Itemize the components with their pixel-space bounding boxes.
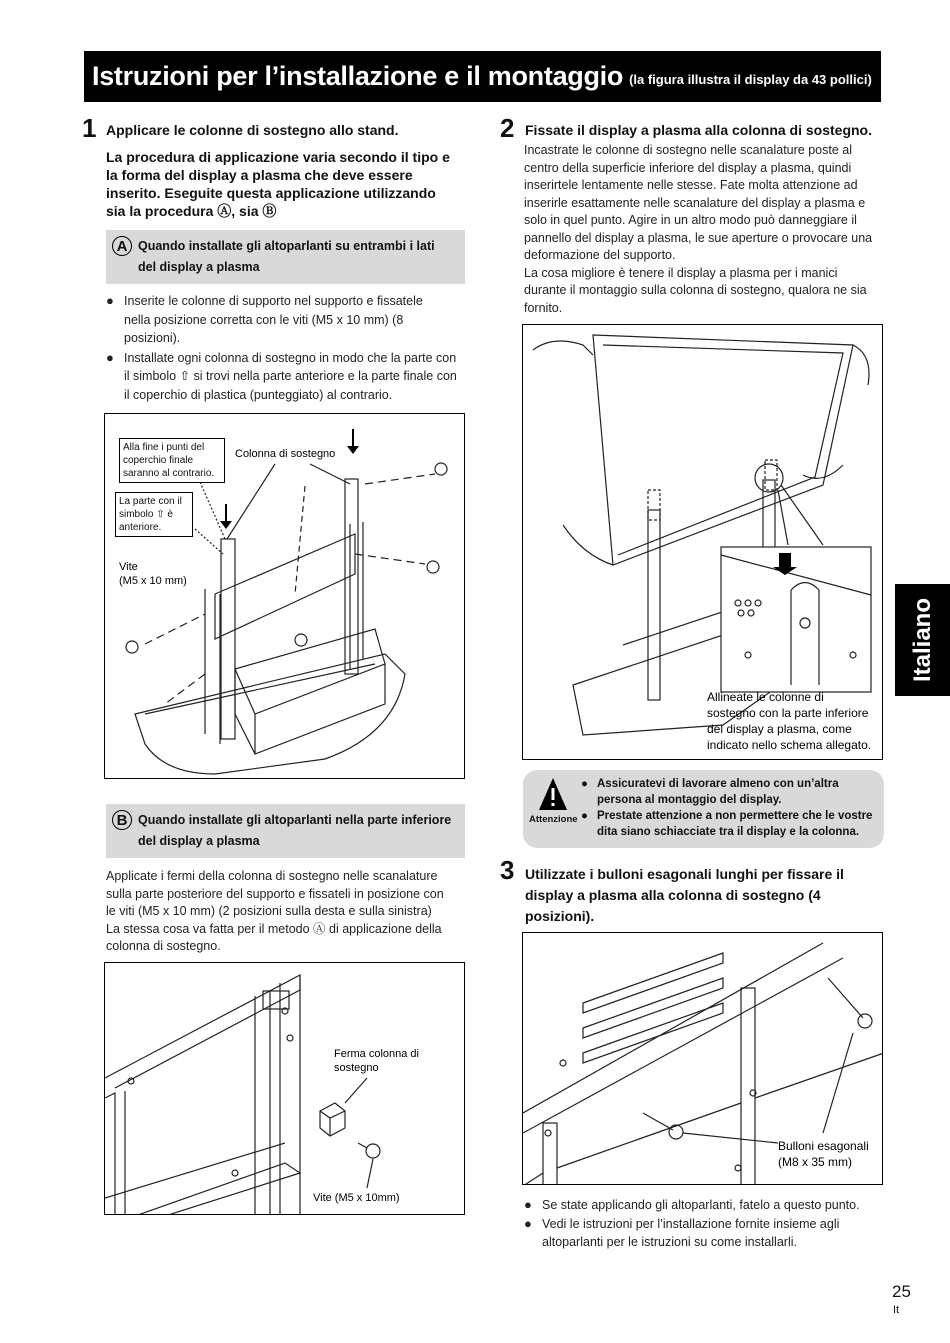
callout-line: Alla fine i punti del [123, 442, 205, 453]
para-line: La stessa cosa va fatta per il metodo Ⓐ di applicazione della [106, 921, 442, 936]
label-screw [119, 560, 187, 588]
caution-line: Prestate attenzione a non permettere che le vostre [597, 810, 873, 822]
para-line: fornito. [524, 300, 563, 315]
label-line: Bulloni esagonali [778, 1139, 869, 1153]
callout-line: La parte con il [119, 496, 182, 507]
section-a-header [106, 230, 465, 284]
step-1-title: Applicare le colonne di sostegno allo stand. [106, 122, 399, 138]
list-item: ● Inserite le colonne di supporto nel supporto e fissatele nella posizione corretta con le viti (M5 x 10 mm) (8 posizioni). [106, 292, 471, 348]
para-line: centro della superficie inferiore del display a plasma, quindi [524, 160, 852, 175]
bullet-line: Installate ogni colonna di sostegno in modo che la parte con [124, 350, 457, 365]
title-line: posizioni). [525, 908, 595, 924]
para-line: inserirle esattamente nelle scanalature del display a plasma e [524, 195, 866, 210]
label-line: Ferma colonna di [334, 1048, 419, 1060]
para-line: sulla parte posteriore del supporto e fissateli in posizione con [106, 886, 444, 901]
callout-line: saranno al contrario. [123, 468, 215, 479]
bullet-line: posizioni). [124, 331, 181, 345]
para-line: La cosa migliore è tenere il display a plasma per i manici [524, 265, 838, 280]
step-3-bullets [524, 1196, 889, 1252]
callout-line: anteriore. [119, 522, 162, 533]
bullet-line: Se state applicando gli altoparlanti, fatelo a questo punto. [542, 1198, 860, 1212]
label-hex-bolts [778, 1138, 869, 1170]
step-1-intro [106, 148, 476, 220]
bullet-line: Inserite le colonne di supporto nel supporto e fissatele [124, 294, 423, 308]
step-2-number: 2 [500, 113, 515, 143]
caption-line: Allineate le colonne di [707, 690, 824, 704]
para-line: Incastrate le colonne di sostegno nelle scanalature poste al [524, 143, 852, 157]
language-side-tab [895, 584, 950, 696]
intro-line: la forma del display a plasma che deve essere [106, 167, 413, 183]
label-column-stopper [334, 1047, 419, 1075]
intro-line: sia la procedura Ⓐ, sia Ⓑ [106, 203, 277, 219]
caution-line: persona al montaggio del display. [597, 794, 782, 806]
label-line: (M5 x 10 mm) [119, 575, 187, 587]
callout-front-symbol [115, 492, 193, 537]
label-line: Vite [119, 561, 138, 573]
section-a-badge: A [112, 236, 132, 256]
intro-line: inserito. Eseguite questa applicazione utilizzando [106, 185, 436, 201]
figure-hex-bolts [522, 932, 883, 1185]
callout-end-cover [119, 438, 225, 483]
step-2-title: Fissate il display a plasma alla colonna di sostegno. [525, 122, 872, 138]
step-3-title [525, 864, 885, 927]
bullet-line: Vedi le istruzioni per l’installazione fornite insieme agli [542, 1216, 840, 1231]
caution-label: Attenzione [529, 814, 578, 825]
para-line: le viti (M5 x 10 mm) (2 posizioni sulla desta e sulla sinistra) [106, 904, 432, 918]
bullet-line: il coperchio di plastica (punteggiato) al contrario. [124, 387, 393, 402]
para-line: pannello del display a plasma, le sue aperture o provocare una [524, 230, 873, 245]
list-item: ● Installate ogni colonna di sostegno in modo che la parte con il simbolo ⇧ si trovi nella parte anteriore e la parte finale con il coperchio di plastica (punteggiato) al contrario. [106, 349, 471, 405]
para-line: durante il montaggio sulla colonna di sostegno, qualora ne sia [524, 283, 867, 297]
para-line: inserirtele lentamente nelle stesse. Fate molta attenzione ad [524, 178, 858, 192]
caption-line: del display a plasma, come [707, 722, 852, 736]
callout-line: simbolo ⇧ è [119, 509, 173, 520]
language-label: Italiano [908, 597, 936, 683]
bullet-line: nella posizione corretta con le viti (M5 x 10 mm) (8 [124, 312, 404, 327]
intro-line: La procedura di applicazione varia secondo il tipo e [106, 149, 450, 165]
callout-line: coperchio finale [123, 455, 194, 466]
step-2-text [524, 142, 889, 317]
page-title: Istruzioni per l’installazione e il montaggio [92, 61, 624, 91]
bullet-line: il simbolo ⇧ si trovi nella parte anteriore e la parte finale con [124, 369, 457, 383]
caution-box [523, 770, 884, 848]
section-b-header [106, 804, 465, 858]
section-b-text [106, 868, 471, 956]
page-language-code: It [893, 1304, 900, 1316]
figure-stand-columns [104, 413, 465, 779]
bullet-line: altoparlanti per le istruzioni su come installarli. [542, 1235, 797, 1249]
title-line: Utilizzate i bulloni esagonali lunghi per fissare il [525, 866, 844, 882]
list-item: ● Vedi le istruzioni per l’installazione fornite insieme agli altoparlanti per le istruzioni su come installarli. [524, 1215, 889, 1252]
section-b-title-line: Quando installate gli altoparlanti nella parte inferiore [138, 813, 452, 827]
list-item: ● Se state applicando gli altoparlanti, fatelo a questo punto. [524, 1196, 889, 1215]
page-number: 25 [892, 1282, 911, 1301]
section-a-title-line: del display a plasma [138, 260, 260, 274]
list-item: ● Prestate attenzione a non permettere che le vostre dita siano schiacciate tra il display e la colonna. [581, 810, 873, 838]
page-header [84, 51, 881, 102]
stopper-illustration [105, 963, 465, 1215]
caption-line: sostegno con la parte inferiore [707, 706, 869, 720]
caution-list [581, 776, 881, 840]
figure-column-stopper [104, 962, 465, 1215]
caption-line: indicato nello schema allegato. [707, 738, 872, 752]
list-item: ● Assicuratevi di lavorare almeno con un’altra persona al montaggio del display. [581, 778, 839, 806]
para-line: deformazione del supporto. [524, 248, 676, 262]
title-line: display a plasma alla colonna di sostegno (4 [525, 887, 821, 903]
label-support-column: Colonna di sostegno [235, 448, 336, 460]
para-line: colonna di sostegno. [106, 939, 221, 953]
page-subtitle: (la figura illustra il display da 43 pollici) [629, 72, 872, 87]
figure-caption-align [707, 689, 871, 753]
para-line: solo in quel punto. Agire in un altro modo può danneggiare il [524, 213, 857, 227]
warning-icon [537, 776, 569, 812]
para-line: Applicate i fermi della colonna di sostegno nelle scanalature [106, 869, 438, 883]
step-1-number: 1 [82, 113, 97, 143]
label-screw-b: Vite (M5 x 10mm) [313, 1192, 400, 1204]
section-b-badge: B [112, 810, 132, 830]
caution-line: Assicuratevi di lavorare almeno con un’altra [597, 778, 839, 790]
figure-display-mount [522, 324, 883, 760]
caution-line: dita siano schiacciate tra il display e la colonna. [597, 826, 860, 838]
section-b-title-line: del display a plasma [138, 834, 260, 848]
step-3-number: 3 [500, 855, 515, 885]
section-a-title-line: Quando installate gli altoparlanti su entrambi i lati [138, 239, 435, 253]
section-a-bullets [106, 292, 471, 404]
label-line: sostegno [334, 1062, 379, 1074]
label-line: (M8 x 35 mm) [778, 1155, 853, 1169]
